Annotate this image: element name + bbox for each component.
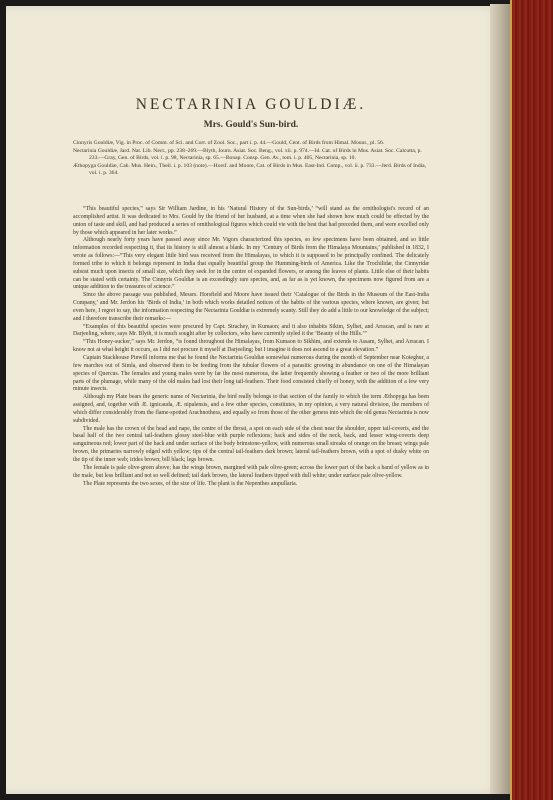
page-content — [73, 96, 429, 488]
page-gutter — [490, 4, 512, 794]
synonym-entry: Æthopyga Gouldiæ, Cab. Mus. Hein., Theil. i. p. 103 (note).—Horsf. and Moore, Cat. of Birds in Mus. East-Ind. Comp., vol. ii. p. 733.—Jerd. Birds of India, vol. i. p. 364. — [73, 162, 427, 177]
paragraph: Since the above passage was published, Messrs. Horsfield and Moore have issued their ‘Catalogue of the Birds in the Museum of the East-India Company,’ and Mr. Jerdon his ‘Birds of India,’ in both which works detailed notices of the habits of the various species, where known, are given; but even here, I regret to say, the information respecting the Nectarinia Gouldiæ is extremely scanty. Still they do add a little to our knowledge of the subject; and I therefore transcribe their remarks:— — [73, 292, 429, 322]
paragraph: “Examples of this beautiful species were procured by Capt. Strachey, in Kumaon; and it also inhabits Sikim, Sylhet, and Arracan, and is rare at Darjeeling, where, says Mr. Blyth, it is much sought after by collectors, who have currently styled it the ‘Beauty of the Hills.’” — [73, 323, 429, 338]
paragraph: Although nearly forty years have passed away since Mr. Vigors characterized this species, so few specimens have been obtained, and so little information recorded respecting it, that its history is still almost a blank. In my ‘Century of Birds from the Himalaya Mountains,’ published in 1832, I wrote as follows:—“This very elegant little bird was received from the Himalayas, to which it is supposed to be principally confined. The delicately formed tribe to which it belongs represent in India that equally beautiful group the Humming-birds of America. Like the Trochilidæ, the Cinnyridæ subsist much upon insects of small size, which they seek for in the centre of expanded flowers, or among the leaves of plants. Little else of their habits can be stated with certainty. The Cinnyris Gouldiæ is an exceedingly rare species, and, as far as is yet known, the specimens now figured from are a unique addition to the treasures of science.” — [73, 237, 429, 291]
paragraph: “This Honey-sucker,” says Mr. Jerdon, “is found throughout the Himalayas, from Kumaon to Sikhim, and extends to Assam, Sylhet, and Arracan. I know not at what height it occurs, as I did not procure it myself at Darjeeling; but I imagine it does not ascend to a great elevation.” — [73, 339, 429, 354]
page-subtitle: Mrs. Gould's Sun-bird. — [203, 120, 299, 130]
paragraph: The male has the crown of the head and nape, the centre of the throat, a spot on each side of the chest near the shoulder, upper tail-coverts, and the basal half of the two central tail-feathers glossy steel-blue with purple reflexions; back and sides of the neck, back, and lesser wing-coverts deep sanguineous red; lower part of the back and under surface of the body brimstone-yellow, with numerous small streaks of orange on the breast; wings pale brown, the primaries narrowly edged with yellow; tips of the central tail-feathers dark brown; lateral tail-feathers brown, with a spot of dusky white on the tip of the inner web; irides brown; bill black; legs brown. — [73, 425, 429, 463]
page-title: NECTARINIA GOULDIÆ. — [135, 96, 367, 113]
paragraph: The female is pale olive-green above; has the wings brown, margined with pale olive-green; across the lower part of the back a band of yellow as in the male, but less brilliant and not so well defined; tail dark brown, the lateral feathers tipped with dull white; under surface pale olive-yellow. — [73, 464, 429, 479]
synonym-entry: Cinnyris Gouldiæ, Vig. in Proc. of Comm. of Sci. and Corr. of Zool. Soc., part i. p. 44.—Gould, Cent. of Birds from Himal. Mount., pl. 56. — [73, 140, 385, 146]
book-binding — [512, 0, 553, 800]
synonym-entry: Nectarinia Gouldiæ, Jard. Nat. Lib. Nect., pp. 238–269.—Blyth, Journ. Asiat. Soc. Beng., vol. xii. p. 974.—Id. Cat. of Birds in Mus. Asiat. Soc. Calcutta, p. 233.—Gray, Gen. of Birds, vol. i. p. 98, Nectarinia, sp. 65.—Bonap. Consp. Gen. Av., tom. i. p. 405, Nectarinia, sp. 10. — [73, 147, 422, 162]
paragraph: The Plate represents the two sexes, of the size of life. The plant is the Nepenthes ampullaria. — [83, 480, 298, 487]
synonymy-block — [73, 140, 429, 178]
paragraph: “This beautiful species,” says Sir William Jardine, in his ‘Natural History of the Sun-birds,’ “will stand as the ornithologist's record of an accomplished artist. It was dedicated to Mrs. Gould by the friend of her husband, at a time when she had shown how much could be effected by the union of taste and skill, and had produced a series of ornithological figures which could vie with the best that had preceded them, and were excelled only by those which appeared in her later works.” — [73, 205, 429, 236]
body-text — [73, 206, 429, 488]
paragraph: Captain Stackhouse Pinwill informs me that he found the Nectarinia Gouldiæ somewhat numerous during the month of September near Koteghur, a few marches out of Simla, and observed them to be feeding from the tubular flowers of a parasitic growing in abundance on one of the Himalayan species of Quercus. The females and young males were by far the most numerous, the latter frequently showing a feather or two of the more brilliant parts of the plumage, while many of the old males had lost their long tail-feathers. Their food consisted chiefly of honey, with the addition of a few very minute insects. — [73, 355, 429, 393]
paragraph: Although my Plate bears the generic name of Nectarinia, the bird really belongs to that section of the family to which the term Æthopyga has been assigned, and, together with Æ. ignicauda, Æ. nipalensis, and a few other species, constitutes, in my opinion, a very natural division, the members of which differ considerably from the flame-spotted Arachnothera, and equally so from those of the other genera into which the old genus Nectarinia is now subdivided. — [73, 394, 429, 424]
